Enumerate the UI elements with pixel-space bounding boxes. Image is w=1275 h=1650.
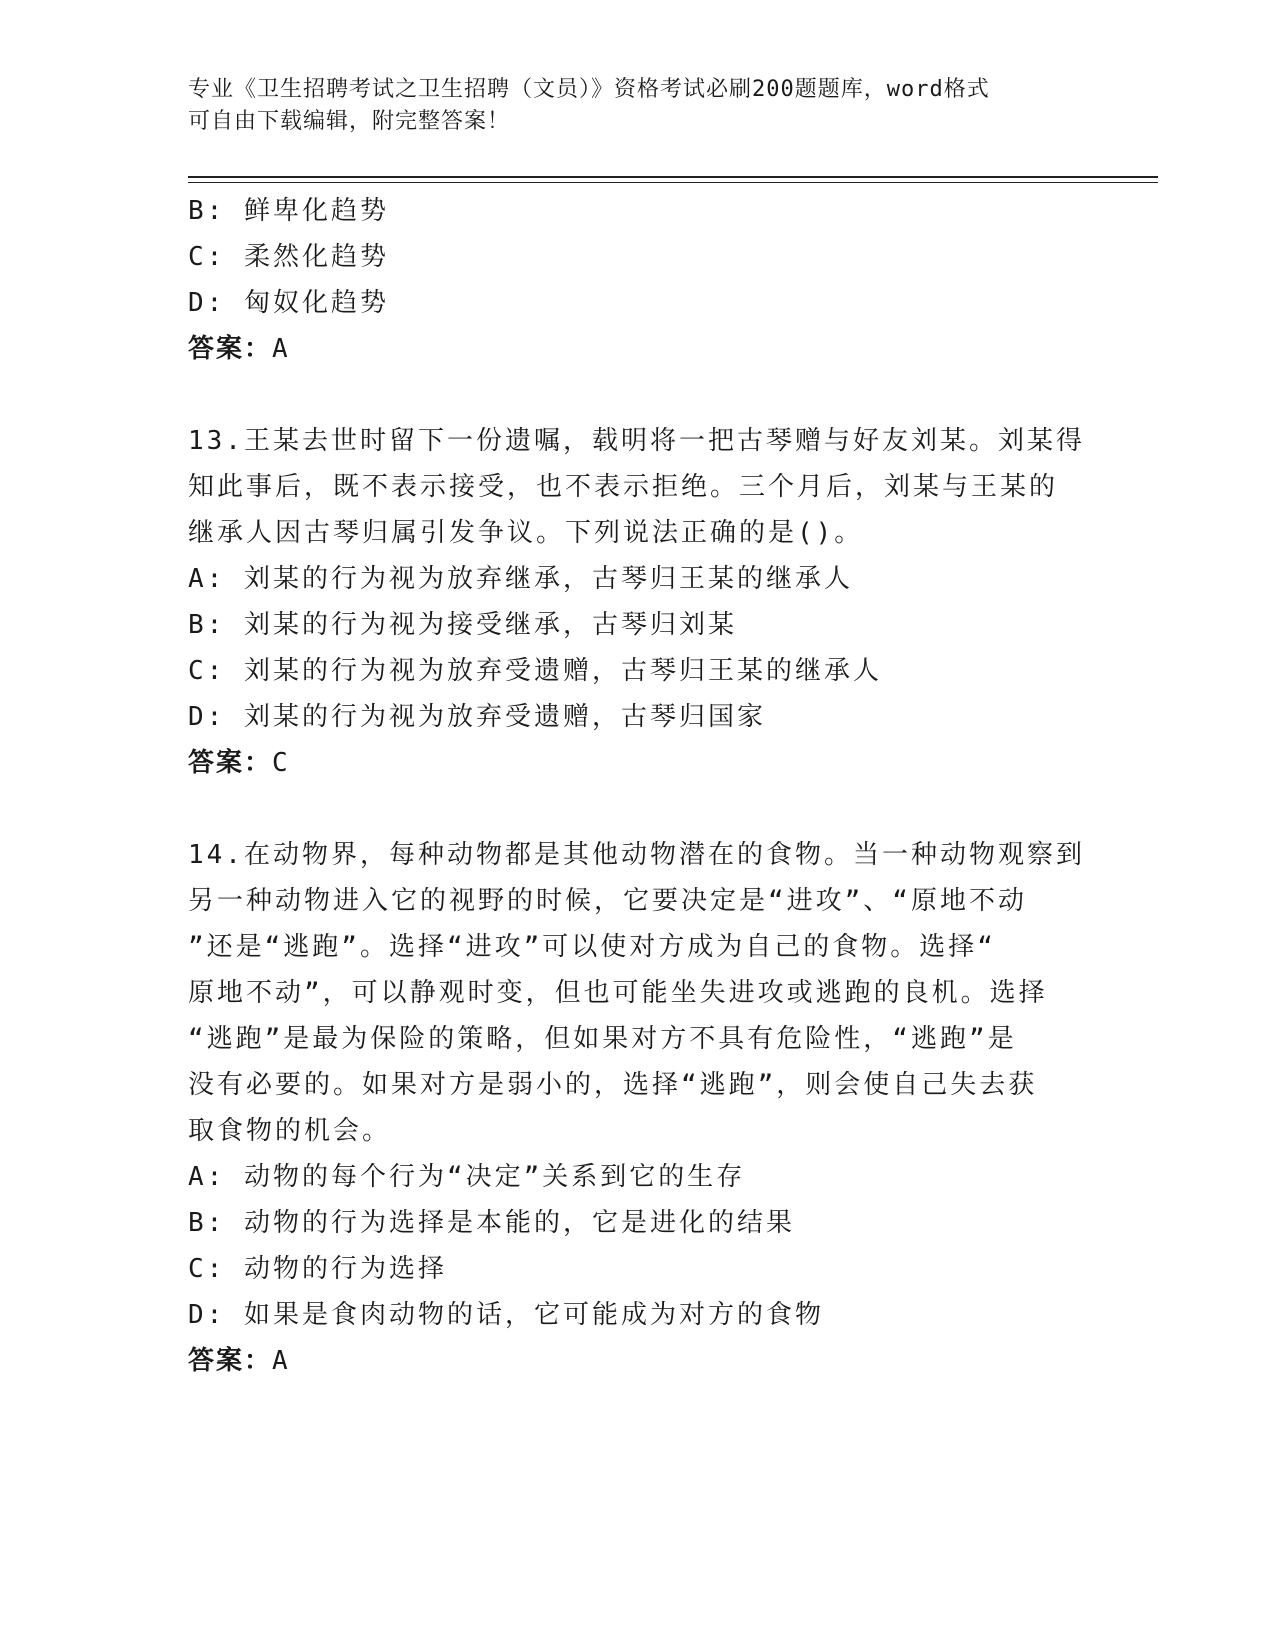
- question-stem-line: 没有必要的。如果对方是弱小的，选择“逃跑”，则会使自己失去获: [188, 1070, 1038, 1100]
- option-b: B: 动物的行为选择是本能的，它是进化的结果: [188, 1208, 795, 1238]
- option-b: B: 刘某的行为视为接受继承，古琴归刘某: [188, 610, 737, 640]
- answer-label: 答案：: [188, 748, 273, 778]
- option-a: A: 刘某的行为视为放弃继承，古琴归王某的继承人: [188, 564, 853, 594]
- question-13: [188, 418, 1088, 786]
- spacer: [188, 786, 1088, 832]
- option-c: C: 刘某的行为视为放弃受遗赠，古琴归王某的继承人: [188, 656, 882, 686]
- question-14: [188, 832, 1088, 1384]
- answer-label: 答案：: [188, 334, 273, 364]
- question-stem-line: 13.王某去世时留下一份遗嘱，载明将一把古琴赠与好友刘某。刘某得: [188, 426, 1085, 456]
- option-d: D: 匈奴化趋势: [188, 288, 389, 318]
- question-stem-line: 14.在动物界，每种动物都是其他动物潜在的食物。当一种动物观察到: [188, 840, 1085, 870]
- answer-line: [188, 326, 1088, 372]
- question-stem-line: 原地不动”，可以静观时变，但也可能坐失进攻或逃跑的良机。选择: [188, 978, 1048, 1008]
- question-12-tail: [188, 188, 1088, 372]
- option-a: A: 动物的每个行为“决定”关系到它的生存: [188, 1162, 746, 1192]
- option-c: C: 柔然化趋势: [188, 242, 389, 272]
- question-stem-line: “逃跑”是最为保险的策略，但如果对方不具有危险性，“逃跑”是: [188, 1024, 1017, 1054]
- question-stem-line: 取食物的机会。: [188, 1116, 392, 1146]
- header-rule-thick: [188, 176, 1158, 178]
- option-b: B: 鲜卑化趋势: [188, 196, 389, 226]
- question-stem-line: 知此事后，既不表示接受，也不表示拒绝。三个月后，刘某与王某的: [188, 472, 1059, 502]
- answer-value: A: [272, 1346, 290, 1376]
- question-stem-line: ”还是“逃跑”。选择“进攻”可以使对方成为自己的食物。选择“: [188, 932, 996, 962]
- question-stem-line: 另一种动物进入它的视野的时候，它要决定是“进攻”、“原地不动: [188, 886, 1027, 916]
- document-header: [188, 74, 1088, 138]
- answer-value: A: [272, 334, 290, 364]
- answer-line: [188, 740, 1088, 786]
- spacer: [188, 372, 1088, 418]
- header-line-2: 可自由下载编辑，附完整答案！: [188, 109, 511, 134]
- document-body: [188, 188, 1088, 1384]
- option-c: C: 动物的行为选择: [188, 1254, 447, 1284]
- question-stem-line: 继承人因古琴归属引发争议。下列说法正确的是()。: [188, 518, 864, 548]
- option-d: D: 刘某的行为视为放弃受遗赠，古琴归国家: [188, 702, 766, 732]
- answer-line: [188, 1338, 1088, 1384]
- header-rule-thin: [188, 182, 1158, 183]
- answer-label: 答案：: [188, 1346, 273, 1376]
- option-d: D: 如果是食肉动物的话，它可能成为对方的食物: [188, 1300, 824, 1330]
- answer-value: C: [272, 748, 290, 778]
- header-line-1: 专业《卫生招聘考试之卫生招聘（文员）》资格考试必刷200题题库，word格式: [188, 77, 990, 102]
